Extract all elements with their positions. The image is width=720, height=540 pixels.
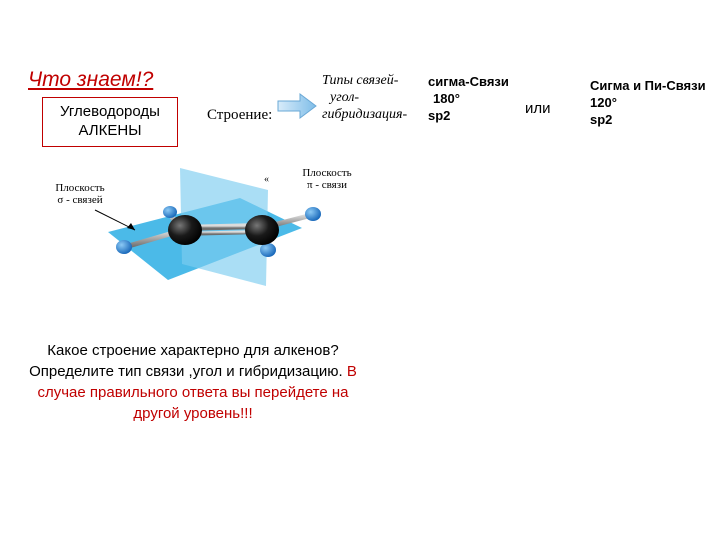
angle-value: 180°	[433, 91, 460, 106]
hydrogen-atom	[163, 206, 177, 218]
hydrogen-atom	[116, 240, 132, 254]
alt-hybridization-value: sp2	[590, 112, 613, 127]
topic-box	[42, 97, 178, 147]
sigma-plane-label: Плоскость σ - связей	[55, 182, 105, 206]
svg-text:«: «	[264, 174, 269, 185]
arrow-right-icon	[276, 92, 318, 120]
topic-line-2: АЛКЕНЫ	[78, 122, 142, 139]
angle-label: угол-	[330, 90, 360, 105]
alt-angle-value: 120°	[590, 95, 617, 110]
carbon-atom	[245, 215, 279, 245]
question-main: Какое строение характерно для алкенов?Определите тип связи ,угол и гибридизацию.	[29, 342, 343, 380]
question-hint: В случае правильного ответа вы перейдете на другой уровень!!!	[37, 363, 357, 422]
pi-plane-label: Плоскость π - связи	[302, 167, 352, 191]
bond-type-label: Типы связей-	[322, 73, 399, 88]
page-title: Что знаем!?	[28, 68, 154, 91]
hydrogen-atom	[260, 243, 276, 257]
hydrogen-atom	[305, 207, 321, 221]
alt-bond-type-value: Сигма и Пи-Связи	[590, 78, 706, 93]
bond-type-value: сигма-Связи	[428, 74, 509, 89]
structure-label: Строение:	[207, 107, 273, 123]
hybridization-value: sp2	[428, 108, 451, 123]
question-text	[18, 340, 368, 424]
or-label: или	[525, 100, 551, 117]
carbon-atom	[168, 215, 202, 245]
hybridization-label: гибридизация-	[322, 107, 408, 122]
topic-line-1: Углеводороды	[60, 103, 160, 120]
